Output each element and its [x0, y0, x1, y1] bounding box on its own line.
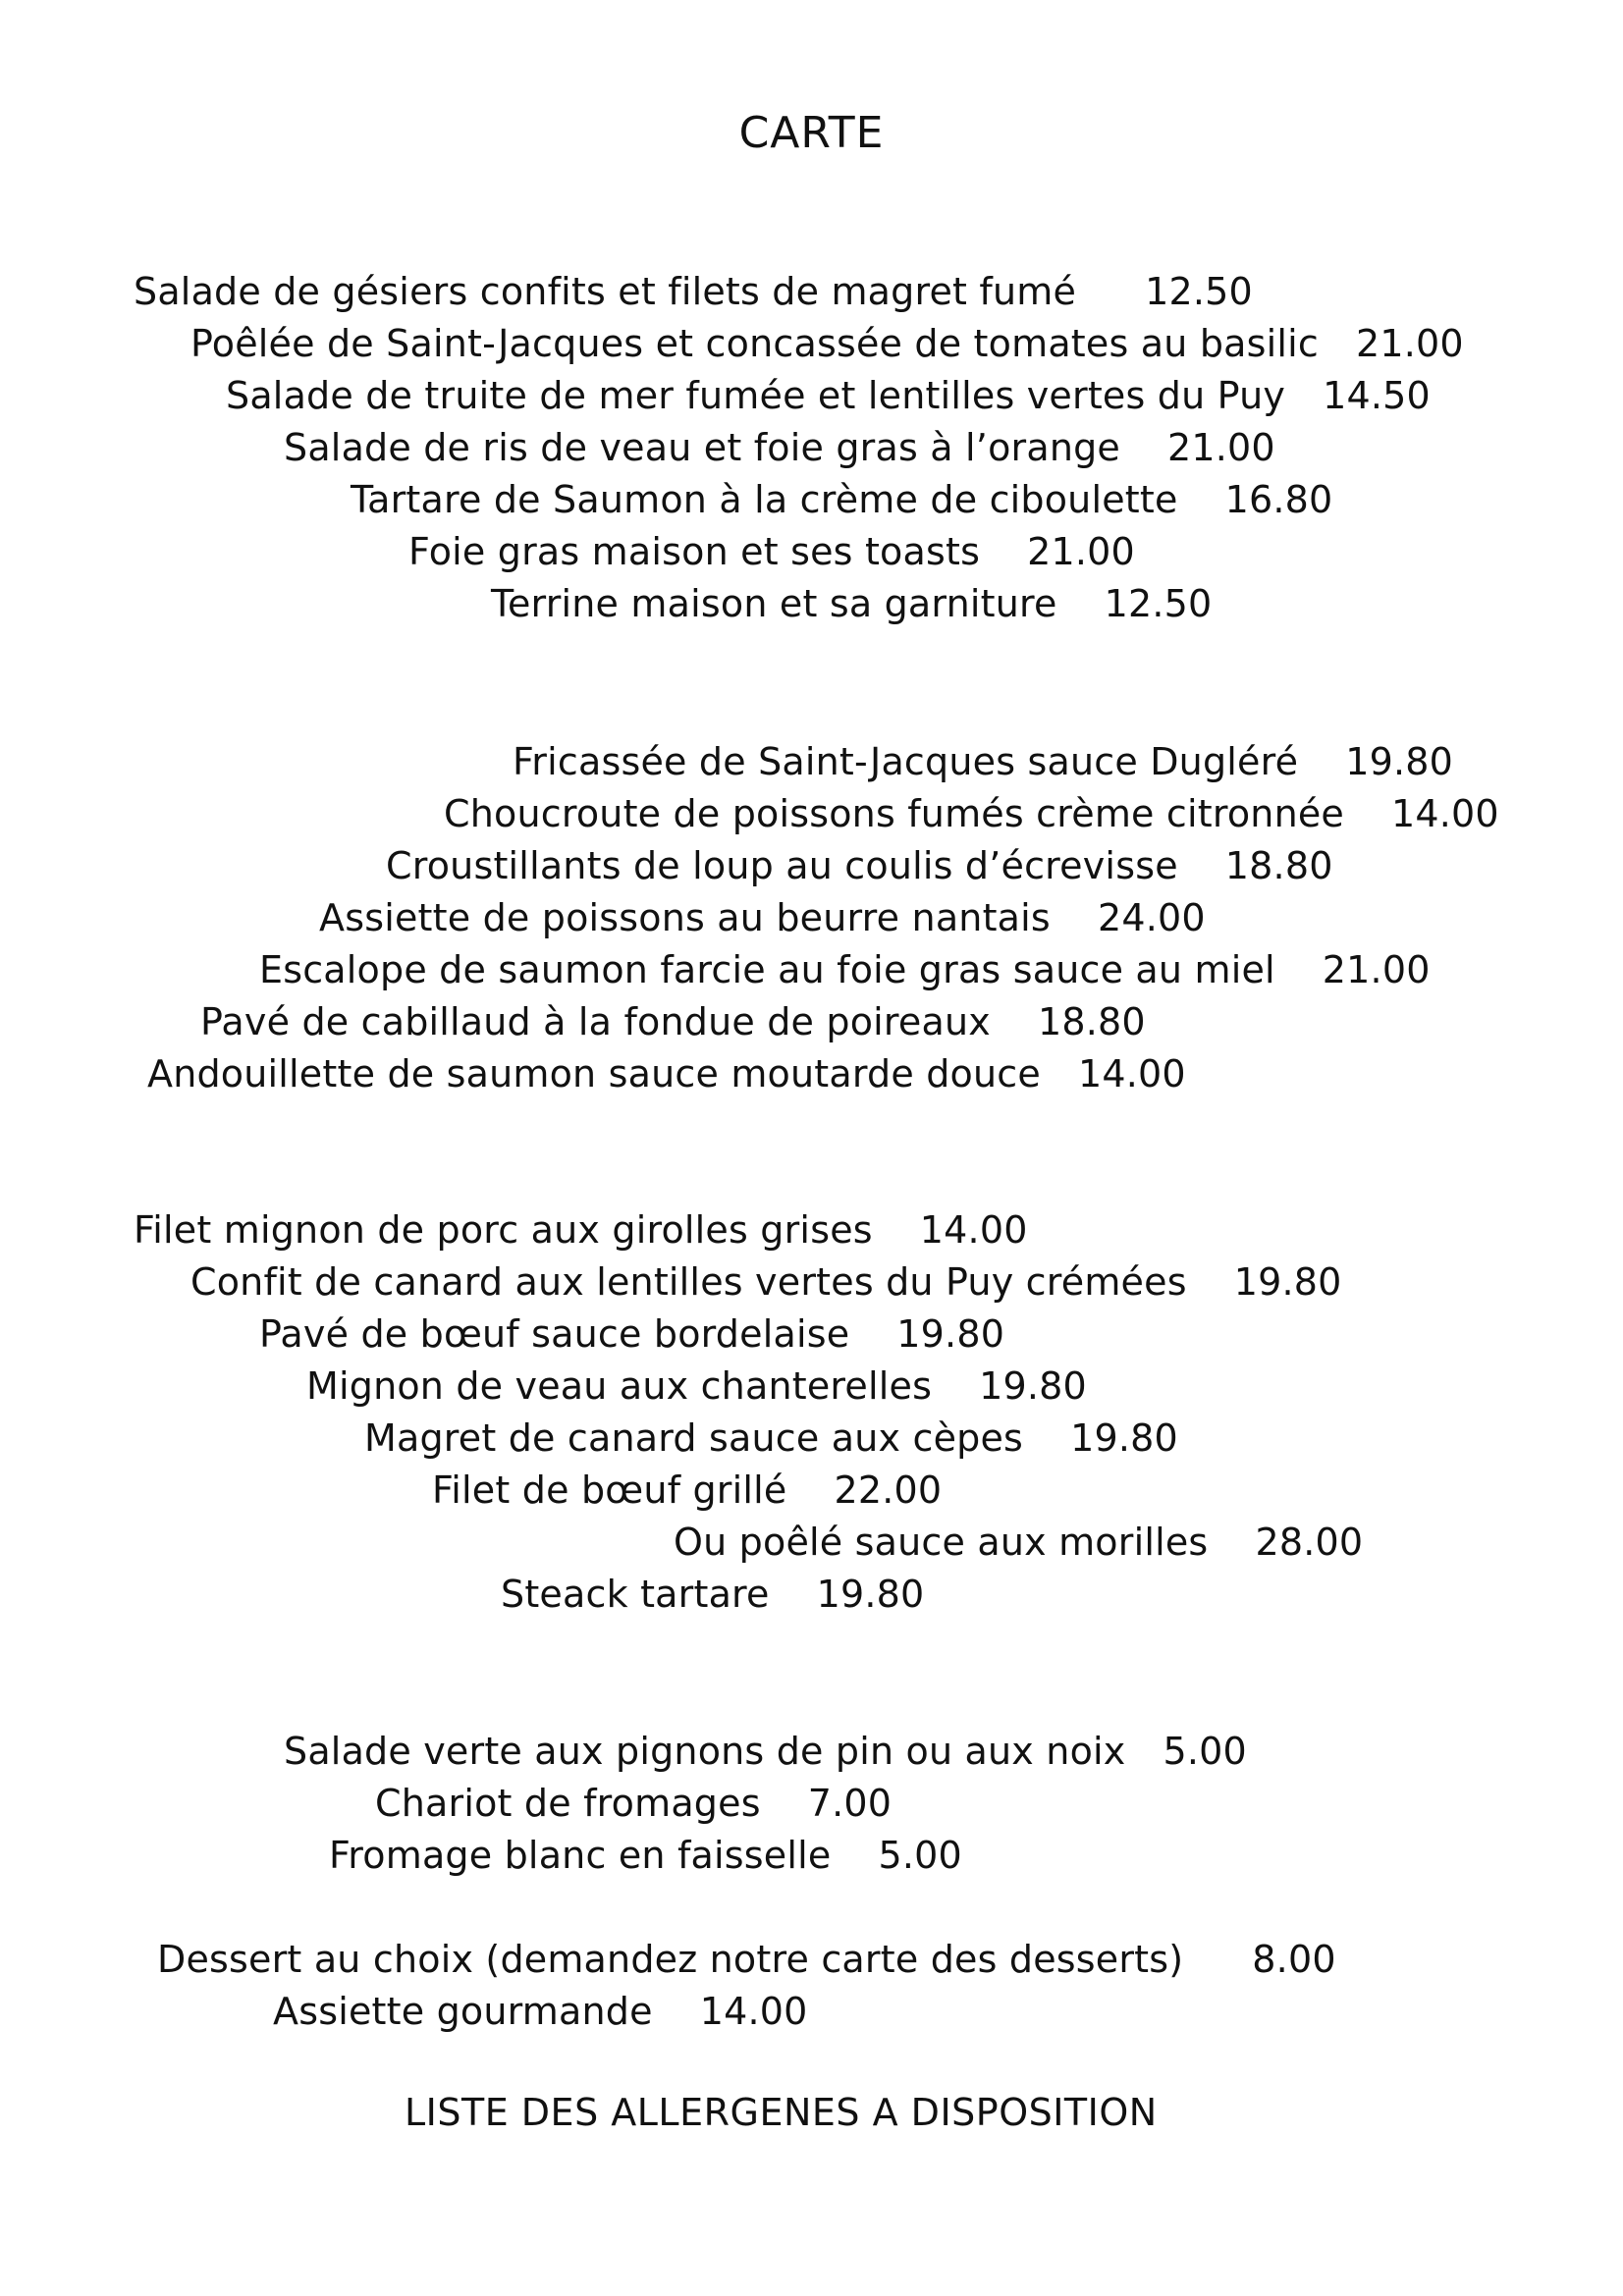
allergen-notice: LISTE DES ALLERGENES A DISPOSITION [405, 2091, 1158, 2134]
menu-item [329, 1833, 962, 1878]
menu-item [319, 895, 1206, 940]
dish-price: 21.00 [1322, 948, 1431, 991]
menu-item [351, 477, 1332, 522]
dish-price: 19.80 [1070, 1416, 1178, 1460]
dish-name: Fromage blanc en faisselle [329, 1834, 832, 1877]
dish-price: 12.50 [1145, 270, 1253, 313]
menu-item [408, 529, 1135, 574]
dish-name: Croustillants de loup au coulis d’écrevisse [386, 844, 1178, 887]
menu-item [284, 1729, 1247, 1774]
dish-name: Fricassée de Saint-Jacques sauce Dugléré [513, 740, 1299, 783]
dish-price: 14.00 [919, 1208, 1028, 1252]
dish-price: 14.00 [1391, 792, 1499, 835]
dish-price: 21.00 [1167, 426, 1275, 469]
menu-item [306, 1363, 1087, 1409]
dish-price: 5.00 [878, 1834, 962, 1877]
menu-item [375, 1781, 892, 1826]
dish-name: Assiette de poissons au beurre nantais [319, 896, 1051, 939]
dish-name: Ou poêlé sauce aux morilles [674, 1521, 1209, 1564]
dish-price: 16.80 [1224, 478, 1333, 521]
dish-name: Mignon de veau aux chanterelles [306, 1364, 933, 1408]
dish-name: Filet de bœuf grillé [432, 1468, 787, 1512]
dish-name: Filet mignon de porc aux girolles grises [134, 1208, 873, 1252]
dish-name: Steack tartare [501, 1573, 770, 1616]
menu-item [501, 1572, 924, 1617]
menu-item [147, 1051, 1186, 1096]
menu-title: CARTE [738, 108, 885, 158]
dish-price: 8.00 [1252, 1938, 1336, 1981]
dish-price: 19.80 [1233, 1260, 1342, 1304]
menu-item [190, 321, 1464, 366]
dish-name: Poêlée de Saint-Jacques et concassée de tomates au basilic [190, 322, 1319, 365]
dish-price: 19.80 [896, 1312, 1005, 1356]
menu-item [513, 739, 1453, 784]
dish-price: 18.80 [1037, 1000, 1146, 1043]
dish-name: Pavé de bœuf sauce bordelaise [259, 1312, 850, 1356]
dish-name: Escalope de saumon farcie au foie gras sauce au miel [259, 948, 1275, 991]
menu-item [190, 1259, 1342, 1305]
menu-item [259, 947, 1431, 992]
dish-name: Dessert au choix (demandez notre carte des desserts) [157, 1938, 1184, 1981]
menu-item [284, 425, 1275, 470]
dish-price: 24.00 [1097, 896, 1206, 939]
dish-price: 12.50 [1104, 582, 1213, 625]
dish-price: 5.00 [1163, 1730, 1247, 1773]
menu-item [259, 1311, 1004, 1357]
menu-item [200, 999, 1146, 1044]
menu-item [273, 1989, 807, 2034]
dish-price: 19.80 [979, 1364, 1087, 1408]
dish-name: Magret de canard sauce aux cèpes [364, 1416, 1024, 1460]
dish-price: 21.00 [1355, 322, 1464, 365]
menu-item [157, 1937, 1336, 1982]
menu-item [134, 269, 1253, 314]
dish-price: 18.80 [1224, 844, 1333, 887]
dish-name: Confit de canard aux lentilles vertes du Puy crémées [190, 1260, 1187, 1304]
dish-price: 19.80 [816, 1573, 925, 1616]
dish-name: Terrine maison et sa garniture [491, 582, 1057, 625]
menu-item [444, 791, 1499, 836]
menu-item [432, 1468, 942, 1513]
dish-name: Pavé de cabillaud à la fondue de poireaux [200, 1000, 991, 1043]
dish-name: Assiette gourmande [273, 1990, 653, 2033]
dish-price: 22.00 [834, 1468, 943, 1512]
dish-name: Foie gras maison et ses toasts [408, 530, 981, 573]
dish-name: Salade de truite de mer fumée et lentilles vertes du Puy [226, 374, 1286, 417]
dish-price: 28.00 [1255, 1521, 1364, 1564]
dish-price: 14.00 [1077, 1052, 1186, 1095]
menu-item [226, 373, 1431, 418]
dish-price: 19.80 [1345, 740, 1453, 783]
dish-name: Salade de gésiers confits et filets de magret fumé [134, 270, 1077, 313]
menu-item [386, 843, 1333, 888]
dish-price: 21.00 [1027, 530, 1135, 573]
dish-price: 14.00 [699, 1990, 808, 2033]
menu-item [134, 1207, 1028, 1253]
dish-name: Choucroute de poissons fumés crème citronnée [444, 792, 1345, 835]
menu-item [364, 1415, 1178, 1461]
dish-name: Tartare de Saumon à la crème de ciboulette [351, 478, 1178, 521]
dish-price: 7.00 [807, 1782, 893, 1825]
dish-price: 14.50 [1323, 374, 1431, 417]
menu-item [491, 581, 1212, 626]
dish-name: Chariot de fromages [375, 1782, 761, 1825]
menu-item [674, 1520, 1363, 1565]
dish-name: Andouillette de saumon sauce moutarde douce [147, 1052, 1041, 1095]
dish-name: Salade de ris de veau et foie gras à l’orange [284, 426, 1121, 469]
dish-name: Salade verte aux pignons de pin ou aux noix [284, 1730, 1126, 1773]
